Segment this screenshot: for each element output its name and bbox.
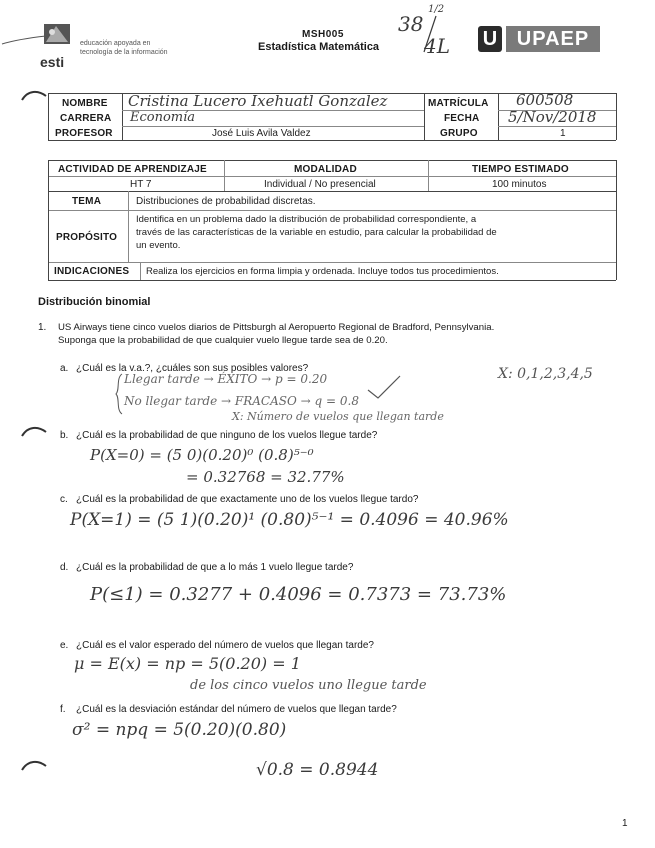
grupo-value: 1 [560, 128, 566, 139]
brace-mark [114, 372, 124, 416]
grade-top: 38 [398, 12, 424, 36]
carrera-value: Economía [130, 110, 196, 125]
grade-slash [420, 14, 440, 54]
question-d-text: ¿Cuál es la probabilidad de que a lo más 1 vuelo llegue tarde? [76, 562, 354, 573]
question-a-letter: a. [60, 363, 69, 374]
logo-tagline-2: tecnología de la información [80, 49, 168, 56]
esti-logo-text: esti [40, 54, 65, 70]
actividad-value: HT 7 [130, 179, 152, 190]
modalidad-label: MODALIDAD [294, 164, 357, 175]
answer-f-line-2: √0.8 = 0.8944 [256, 760, 379, 780]
answer-b-line-1: P(X=0) = (5 0)(0.20)⁰ (0.8)⁵⁻⁰ [90, 446, 314, 464]
proposito-label: PROPÓSITO [56, 232, 118, 243]
nombre-value: Cristina Lucero Ixehuatl Gonzalez [128, 92, 388, 110]
answer-a-line-3: X: Número de vuelos que llegan tarde [232, 410, 444, 423]
indicaciones-value: Realiza los ejercicios en forma limpia y ordenada. Incluye todos tus procedimientos. [146, 266, 499, 277]
course-name: Estadística Matemática [258, 41, 380, 53]
brand-u-logo: U [478, 26, 502, 52]
tema-label: TEMA [72, 196, 102, 207]
answer-d-line-1: P(≤1) = 0.3277 + 0.4096 = 0.7373 = 73.73% [90, 584, 507, 605]
problem-number: 1. [38, 322, 47, 333]
grade-bottom: 4L [424, 34, 451, 58]
profesor-value: José Luis Avila Valdez [212, 128, 311, 139]
problem-line-1: US Airways tiene cinco vuelos diarios de Pittsburgh al Aeropuerto Regional de Bradford, Pennsylvania. [58, 322, 495, 333]
problem-line-2: Suponga que la probabilidad de que cualquier vuelo llegue tarde sea de 0.20. [58, 335, 388, 346]
matricula-value: 600508 [516, 91, 574, 109]
grade-fraction: 1/2 [428, 4, 445, 15]
question-e-letter: e. [60, 640, 69, 651]
answer-e-line-1: μ = E(x) = np = 5(0.20) = 1 [74, 654, 301, 673]
answer-f-line-1: σ² = npq = 5(0.20)(0.80) [72, 720, 287, 740]
carrera-label: CARRERA [60, 113, 112, 124]
question-d-letter: d. [60, 562, 69, 573]
answer-b-line-2: = 0.32768 = 32.77% [186, 468, 345, 486]
matricula-label: MATRÍCULA [428, 98, 489, 109]
proposito-line-1: Identifica en un problema dado la distribución de probabilidad correspondiente, a [136, 214, 477, 225]
page-number: 1 [622, 818, 628, 829]
actividad-label: ACTIVIDAD DE APRENDIZAJE [58, 164, 207, 175]
nombre-label: NOMBRE [62, 98, 108, 109]
answer-a-line-1: Llegar tarde → ÉXITO → p = 0.20 [124, 372, 328, 386]
profesor-label: PROFESOR [55, 128, 113, 139]
answer-e-line-2: de los cinco vuelos uno llegue tarde [190, 678, 427, 693]
answer-a-values: X: 0,1,2,3,4,5 [498, 366, 593, 382]
answer-a-line-2: No llegar tarde → FRACASO → q = 0.8 [124, 394, 359, 408]
course-code: MSH005 [302, 29, 344, 40]
logo-tagline-1: educación apoyada en [80, 40, 151, 47]
question-f-text: ¿Cuál es la desviación estándar del número de vuelos que llegan tarde? [76, 704, 397, 715]
proposito-line-3: un evento. [136, 240, 181, 251]
question-b-text: ¿Cuál es la probabilidad de que ninguno de los vuelos llegue tarde? [76, 430, 378, 441]
proposito-line-2: través de las características de la variable en estudio, para calcular la probabilidad de [136, 227, 497, 238]
question-f-letter: f. [60, 704, 66, 715]
section-title: Distribución binomial [38, 296, 151, 308]
tiempo-label: TIEMPO ESTIMADO [472, 164, 569, 175]
question-c-text: ¿Cuál es la probabilidad de que exactamente uno de los vuelos llegue tardo? [76, 494, 419, 505]
fecha-label: FECHA [444, 113, 480, 124]
pen-scribble [0, 30, 50, 50]
margin-mark [20, 88, 50, 102]
check-mark-a [364, 372, 404, 402]
question-b-letter: b. [60, 430, 69, 441]
question-c-letter: c. [60, 494, 68, 505]
grupo-label: GRUPO [440, 128, 478, 139]
question-e-text: ¿Cuál es el valor esperado del número de vuelos que llegan tarde? [76, 640, 374, 651]
answer-c-line-1: P(X=1) = (5 1)(0.20)¹ (0.80)⁵⁻¹ = 0.4096 = 40.96% [70, 510, 509, 530]
question-a-text: ¿Cuál es la v.a.?, ¿cuáles son sus posibles valores? [76, 363, 309, 374]
indicaciones-label: INDICACIONES [54, 266, 130, 277]
tema-value: Distribuciones de probabilidad discretas. [136, 196, 316, 207]
margin-mark-b [20, 424, 50, 438]
tiempo-value: 100 minutos [492, 179, 547, 190]
brand-upaep-logo: UPAEP [506, 26, 600, 52]
margin-mark-bottom [20, 758, 50, 772]
modalidad-value: Individual / No presencial [264, 179, 376, 190]
fecha-value: 5/Nov/2018 [508, 108, 597, 126]
